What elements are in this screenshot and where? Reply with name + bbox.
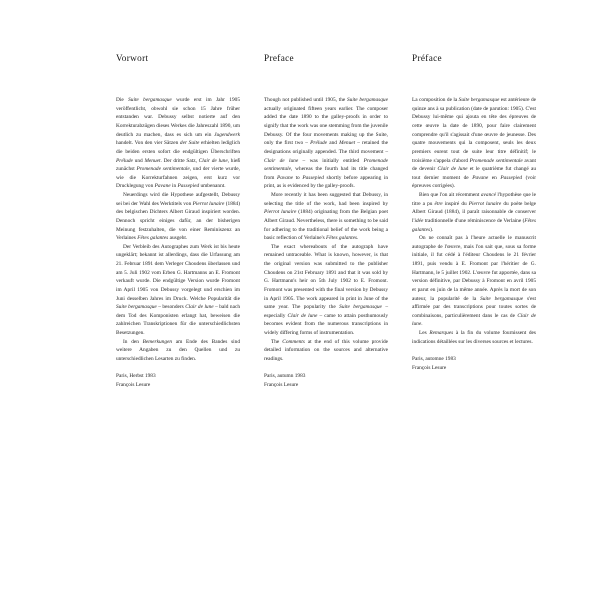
signature-author: François Lesure	[116, 381, 151, 388]
column-heading-french: Préface	[412, 53, 442, 63]
paragraph: Bien que l'on ait récemment avancé l'hypothèse que le titre a pu être inspiré du Pierrot lunaire du poète belge Albert Giraud (1884), il paraît raisonnable de conserver l'idée traditionnelle d'une réminiscence de Verlaine (Fêtes galantes).	[412, 192, 536, 233]
signature-french	[412, 355, 536, 372]
paragraph: The Comments at the end of this volume provide detailed information on the sources and alternative readings.	[264, 338, 388, 362]
paragraph: The exact whereabouts of the autograph have remained untraceable. What is known, however, is that the original version was submitted to the publisher Choudens on 21st February 1891 and that it was sold by G. Hartmann's heir on 5th July 1902 to E. Fromont. Fromont was presented with the final version by Debussy in April 1905. The work appeared in print in June of the same year. The popularity the Suite bergamasque – especially Clair de lune – came to attain posthumously becomes evident from the numerous transcriptions in widely differing forms of instrumentation.	[264, 243, 389, 337]
paragraph: Die Suite bergamasque wurde erst im Jahr 1905 veröffentlicht, obwohl sie schon 15 Jahre früher entstanden war. Debussy selbst notierte auf den Korrekturabzügen dieses Werkes die Jahreszahl 1890, um deutlich zu machen, dass es sich um ein Jugendwerk handelt. Von den vier Sätzen der Suite erhielten lediglich die beiden ersten sofort die endgültigen Überschriften Prélude und Menuet. Der dritte Satz, Clair de lune, hieß zunächst Promenade sentimentale, und der vierte wurde, wie die Korrekturfahnen zeigen, erst kurz vor Drucklegung von Pavane in Passepied umbenannt.	[116, 97, 241, 190]
signature-english	[264, 372, 388, 389]
signature-place-date: Paris, autumn 1983	[264, 373, 306, 380]
signature-place-date: Paris, automne 1983	[412, 355, 456, 362]
signature-place-date: Paris, Herbst 1983	[116, 373, 156, 380]
paragraph: Der Verbleib des Autographes zum Werk ist bis heute ungeklärt; bekannt ist allerdings, dass die Urfassung am 21. Februar 1891 dem Verleger Choudens überlassen und am 5. Juli 1902 vom Erben G. Hartmanns an E. Fromont verkauft wurde. Die endgültige Version wurde Fromont im April 1905 von Debussy vorgelegt und erschien im Juni desselben Jahres im Druck. Welche Popularität die Suite bergamasque – besonders Clair de lune – bald nach dem Tod des Komponisten erlangt hat, beweisen die zahlreichen Transkriptionen für die unterschiedlichsten Besetzungen.	[116, 243, 241, 337]
column-english	[264, 54, 388, 389]
paragraph: La composition de la Suite bergamasque est antérieure de quinze ans à sa publication (date de parution: 1905). C'est Debussy lui-même qui ajouta en tête des épreuves de cette œuvre la date de 1890, pour faire clairement comprendre qu'il s'agissait d'une œuvre de jeunesse. Des quatre mouvements qui la composent, seuls les deux premiers eurent tout de suite leur titre définitif; le troisième s'appela d'abord Promenade sentimentale avant de devenir Clair de lune et le quatrième fut changé au tout dernier moment de Pavane en Passepied (voir épreuves corrigées).	[412, 97, 536, 190]
column-body-english	[264, 96, 388, 363]
paragraph: Les Remarques à la fin du volume fournissent des indications détaillées sur les diverses sources et lectures.	[412, 330, 536, 345]
signature-german	[116, 372, 240, 389]
paragraph: More recently it has been suggested that Debussy, in selecting the title of the work, had been inspired by Pierrot lunaire (1884) originating from the Belgian poet Albert Giraud. Nevertheless, there is something to be said for adhering to the traditional belief of the work being a basic reflection of Verlaine's Fêtes galantes.	[264, 192, 389, 242]
column-german	[116, 54, 240, 389]
column-french	[412, 54, 536, 372]
paragraph: Though not published until 1905, the Suite bergamasque actually originated fifteen years earlier. The composer added the date 1890 to the galley-proofs in order to signify that the work was one stemming from the juvenile Debussy. Of the four movements making up the Suite, only the first two – Prélude and Menuet – retained the designations originally appended. The third movement – Clair de lune – was initially entitled Promenade sentimentale, whereas the fourth had its title changed from Pavane to Passepied shortly before appearing in print, as is evidenced by the galley-proofs.	[264, 97, 389, 190]
column-body-german	[116, 96, 240, 363]
column-body-french	[412, 96, 536, 346]
paragraph: On ne connaît pas à l'heure actuelle le manuscrit autographe de l'œuvre, mais l'on sait que, sous sa forme initiale, il fut cédé à l'éditeur Choudens le 21 février 1891, puis vendu à E. Fromont par l'héritier de G. Hartmann, le 5 juillet 1902. L'œuvre fut apportée, dans sa version définitive, par Debussy à Fromont en avril 1905 et parut en juin de la même année. Après la mort de son auteur, la popularité de la Suite bergamasque s'est affirmée par des transcriptions pour toutes sortes de combinaisons, particulièrement dans le cas de Clair de lune.	[412, 235, 536, 328]
columns-container	[116, 53, 536, 389]
paragraph: Neuerdings wird die Hypothese aufgestellt, Debussy sei bei der Wahl des Werktitels von Pierrot lunaire (1884) des belgischen Dichters Albert Giraud inspiriert worden. Dennoch spricht einiges dafür, an der bisherigen Meinung festzuhalten, die von einer Reminiszenz an Verlaines Fêtes galantes ausgeht.	[116, 192, 241, 242]
column-heading-german: Vorwort	[116, 53, 149, 63]
signature-author: François Lesure	[412, 364, 447, 371]
paragraph: In den Bemerkungen am Ende des Bandes sind weitere Angaben zu den Quellen und zu unterschiedlichen Lesarten zu finden.	[116, 338, 241, 362]
signature-author: François Lesure	[264, 381, 299, 388]
column-heading-english: Preface	[264, 53, 294, 63]
